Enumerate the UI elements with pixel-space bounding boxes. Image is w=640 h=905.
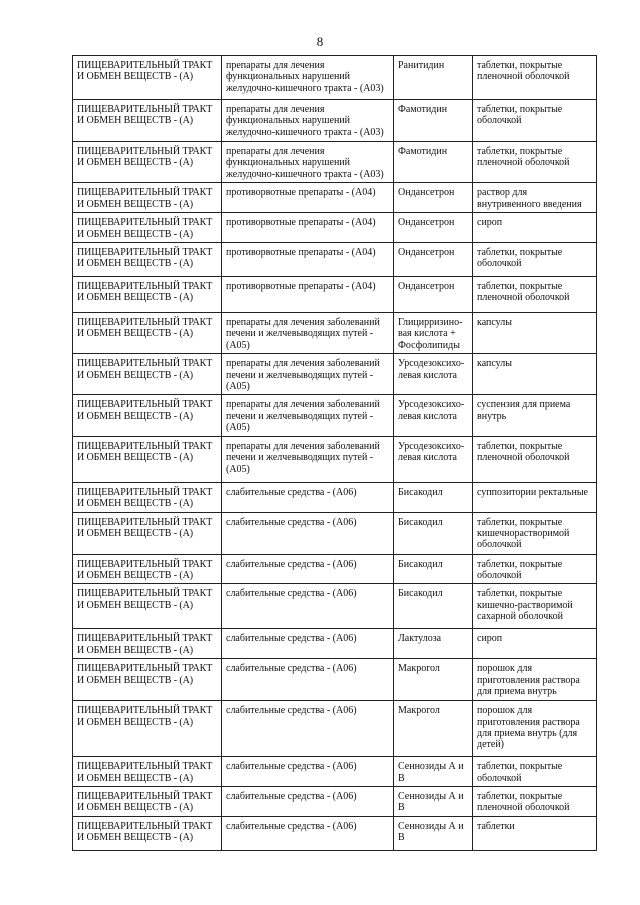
group-cell: ПИЩЕВАРИТЕЛЬНЫЙ ТРАКТ И ОБМЕН ВЕЩЕСТВ - (А): [73, 584, 222, 629]
substance-cell: Бисакодил: [394, 584, 473, 629]
table-row: [73, 313, 597, 354]
subgroup-cell: слабительные средства - (А06): [222, 816, 394, 850]
group-cell: ПИЩЕВАРИТЕЛЬНЫЙ ТРАКТ И ОБМЕН ВЕЩЕСТВ - (А): [73, 142, 222, 183]
substance-cell: Урсодезоксихо-левая кислота: [394, 395, 473, 436]
subgroup-cell: противорвотные препараты - (А04): [222, 183, 394, 213]
dosage-form-cell: таблетки, покрытые пленочной оболочкой: [473, 786, 597, 816]
subgroup-cell: слабительные средства - (А06): [222, 757, 394, 787]
drug-table: [72, 55, 597, 851]
substance-cell: Ондансетрон: [394, 243, 473, 277]
table-row: [73, 629, 597, 659]
group-cell: ПИЩЕВАРИТЕЛЬНЫЙ ТРАКТ И ОБМЕН ВЕЩЕСТВ - (А): [73, 757, 222, 787]
table-row: [73, 554, 597, 584]
substance-cell: Бисакодил: [394, 554, 473, 584]
dosage-form-cell: таблетки, покрытые пленочной оболочкой: [473, 436, 597, 482]
substance-cell: Сеннозиды А и В: [394, 786, 473, 816]
subgroup-cell: препараты для лечения функциональных нарушений желудочно-кишечного тракта - (А03): [222, 100, 394, 142]
table-row: [73, 277, 597, 313]
subgroup-cell: противорвотные препараты - (А04): [222, 277, 394, 313]
dosage-form-cell: сироп: [473, 629, 597, 659]
table-row: [73, 100, 597, 142]
substance-cell: Фамотидин: [394, 142, 473, 183]
substance-cell: Сеннозиды А и В: [394, 816, 473, 850]
group-cell: ПИЩЕВАРИТЕЛЬНЫЙ ТРАКТ И ОБМЕН ВЕЩЕСТВ - (А): [73, 436, 222, 482]
dosage-form-cell: таблетки, покрытые оболочкой: [473, 757, 597, 787]
subgroup-cell: препараты для лечения заболеваний печени и желчевыводящих путей - (А05): [222, 436, 394, 482]
table-row: [73, 757, 597, 787]
group-cell: ПИЩЕВАРИТЕЛЬНЫЙ ТРАКТ И ОБМЕН ВЕЩЕСТВ - (А): [73, 554, 222, 584]
group-cell: ПИЩЕВАРИТЕЛЬНЫЙ ТРАКТ И ОБМЕН ВЕЩЕСТВ - (А): [73, 659, 222, 701]
table-row: [73, 786, 597, 816]
substance-cell: Лактулоза: [394, 629, 473, 659]
table-row: [73, 701, 597, 757]
substance-cell: Бисакодил: [394, 482, 473, 512]
table-row: [73, 659, 597, 701]
subgroup-cell: препараты для лечения заболеваний печени и желчевыводящих путей - (А05): [222, 395, 394, 436]
substance-cell: Сеннозиды А и В: [394, 757, 473, 787]
substance-cell: Урсодезоксихо-левая кислота: [394, 354, 473, 395]
dosage-form-cell: таблетки, покрытые пленочной оболочкой: [473, 142, 597, 183]
subgroup-cell: препараты для лечения функциональных нарушений желудочно-кишечного тракта - (А03): [222, 142, 394, 183]
dosage-form-cell: капсулы: [473, 313, 597, 354]
table-body: [73, 56, 597, 851]
group-cell: ПИЩЕВАРИТЕЛЬНЫЙ ТРАКТ И ОБМЕН ВЕЩЕСТВ - (А): [73, 629, 222, 659]
table-row: [73, 482, 597, 512]
dosage-form-cell: таблетки, покрытые оболочкой: [473, 100, 597, 142]
table-row: [73, 816, 597, 850]
group-cell: ПИЩЕВАРИТЕЛЬНЫЙ ТРАКТ И ОБМЕН ВЕЩЕСТВ - (А): [73, 395, 222, 436]
substance-cell: Ранитидин: [394, 56, 473, 100]
substance-cell: Фамотидин: [394, 100, 473, 142]
subgroup-cell: слабительные средства - (А06): [222, 482, 394, 512]
dosage-form-cell: сироп: [473, 213, 597, 243]
group-cell: ПИЩЕВАРИТЕЛЬНЫЙ ТРАКТ И ОБМЕН ВЕЩЕСТВ - (А): [73, 243, 222, 277]
group-cell: ПИЩЕВАРИТЕЛЬНЫЙ ТРАКТ И ОБМЕН ВЕЩЕСТВ - (А): [73, 701, 222, 757]
subgroup-cell: слабительные средства - (А06): [222, 629, 394, 659]
subgroup-cell: слабительные средства - (А06): [222, 786, 394, 816]
dosage-form-cell: таблетки, покрытые пленочной оболочкой: [473, 56, 597, 100]
substance-cell: Макрогол: [394, 659, 473, 701]
table-row: [73, 142, 597, 183]
group-cell: ПИЩЕВАРИТЕЛЬНЫЙ ТРАКТ И ОБМЕН ВЕЩЕСТВ - (А): [73, 816, 222, 850]
subgroup-cell: препараты для лечения заболеваний печени и желчевыводящих путей - (А05): [222, 354, 394, 395]
substance-cell: Бисакодил: [394, 512, 473, 554]
substance-cell: Макрогол: [394, 701, 473, 757]
dosage-form-cell: таблетки, покрытые пленочной оболочкой: [473, 277, 597, 313]
group-cell: ПИЩЕВАРИТЕЛЬНЫЙ ТРАКТ И ОБМЕН ВЕЩЕСТВ - (А): [73, 482, 222, 512]
dosage-form-cell: раствор для внутривенного введения: [473, 183, 597, 213]
table-row: [73, 183, 597, 213]
dosage-form-cell: суппозитории ректальные: [473, 482, 597, 512]
dosage-form-cell: капсулы: [473, 354, 597, 395]
subgroup-cell: противорвотные препараты - (А04): [222, 243, 394, 277]
substance-cell: Ондансетрон: [394, 183, 473, 213]
group-cell: ПИЩЕВАРИТЕЛЬНЫЙ ТРАКТ И ОБМЕН ВЕЩЕСТВ - (А): [73, 277, 222, 313]
table-row: [73, 213, 597, 243]
subgroup-cell: слабительные средства - (А06): [222, 554, 394, 584]
group-cell: ПИЩЕВАРИТЕЛЬНЫЙ ТРАКТ И ОБМЕН ВЕЩЕСТВ - (А): [73, 100, 222, 142]
dosage-form-cell: таблетки, покрытые оболочкой: [473, 243, 597, 277]
table-row: [73, 56, 597, 100]
subgroup-cell: слабительные средства - (А06): [222, 701, 394, 757]
subgroup-cell: препараты для лечения заболеваний печени и желчевыводящих путей - (А05): [222, 313, 394, 354]
dosage-form-cell: таблетки: [473, 816, 597, 850]
dosage-form-cell: таблетки, покрытые кишечно-растворимой сахарной оболочкой: [473, 584, 597, 629]
table-row: [73, 395, 597, 436]
group-cell: ПИЩЕВАРИТЕЛЬНЫЙ ТРАКТ И ОБМЕН ВЕЩЕСТВ - (А): [73, 786, 222, 816]
substance-cell: Ондансетрон: [394, 277, 473, 313]
group-cell: ПИЩЕВАРИТЕЛЬНЫЙ ТРАКТ И ОБМЕН ВЕЩЕСТВ - (А): [73, 354, 222, 395]
group-cell: ПИЩЕВАРИТЕЛЬНЫЙ ТРАКТ И ОБМЕН ВЕЩЕСТВ - (А): [73, 213, 222, 243]
dosage-form-cell: порошок для приготовления раствора для приема внутрь (для детей): [473, 701, 597, 757]
substance-cell: Глицирризино-вая кислота + Фосфолипиды: [394, 313, 473, 354]
dosage-form-cell: таблетки, покрытые оболочкой: [473, 554, 597, 584]
dosage-form-cell: суспензия для приема внутрь: [473, 395, 597, 436]
subgroup-cell: противорвотные препараты - (А04): [222, 213, 394, 243]
table-row: [73, 243, 597, 277]
dosage-form-cell: таблетки, покрытые кишечнорастворимой оболочкой: [473, 512, 597, 554]
substance-cell: Ондансетрон: [394, 213, 473, 243]
group-cell: ПИЩЕВАРИТЕЛЬНЫЙ ТРАКТ И ОБМЕН ВЕЩЕСТВ - (А): [73, 313, 222, 354]
substance-cell: Урсодезоксихо-левая кислота: [394, 436, 473, 482]
table-row: [73, 354, 597, 395]
table-row: [73, 584, 597, 629]
dosage-form-cell: порошок для приготовления раствора для приема внутрь: [473, 659, 597, 701]
subgroup-cell: слабительные средства - (А06): [222, 659, 394, 701]
group-cell: ПИЩЕВАРИТЕЛЬНЫЙ ТРАКТ И ОБМЕН ВЕЩЕСТВ - (А): [73, 512, 222, 554]
subgroup-cell: слабительные средства - (А06): [222, 512, 394, 554]
table-row: [73, 436, 597, 482]
subgroup-cell: препараты для лечения функциональных нарушений желудочно-кишечного тракта - (А03): [222, 56, 394, 100]
subgroup-cell: слабительные средства - (А06): [222, 584, 394, 629]
page-number: 8: [316, 34, 324, 49]
group-cell: ПИЩЕВАРИТЕЛЬНЫЙ ТРАКТ И ОБМЕН ВЕЩЕСТВ - (А): [73, 183, 222, 213]
table-row: [73, 512, 597, 554]
group-cell: ПИЩЕВАРИТЕЛЬНЫЙ ТРАКТ И ОБМЕН ВЕЩЕСТВ - (А): [73, 56, 222, 100]
